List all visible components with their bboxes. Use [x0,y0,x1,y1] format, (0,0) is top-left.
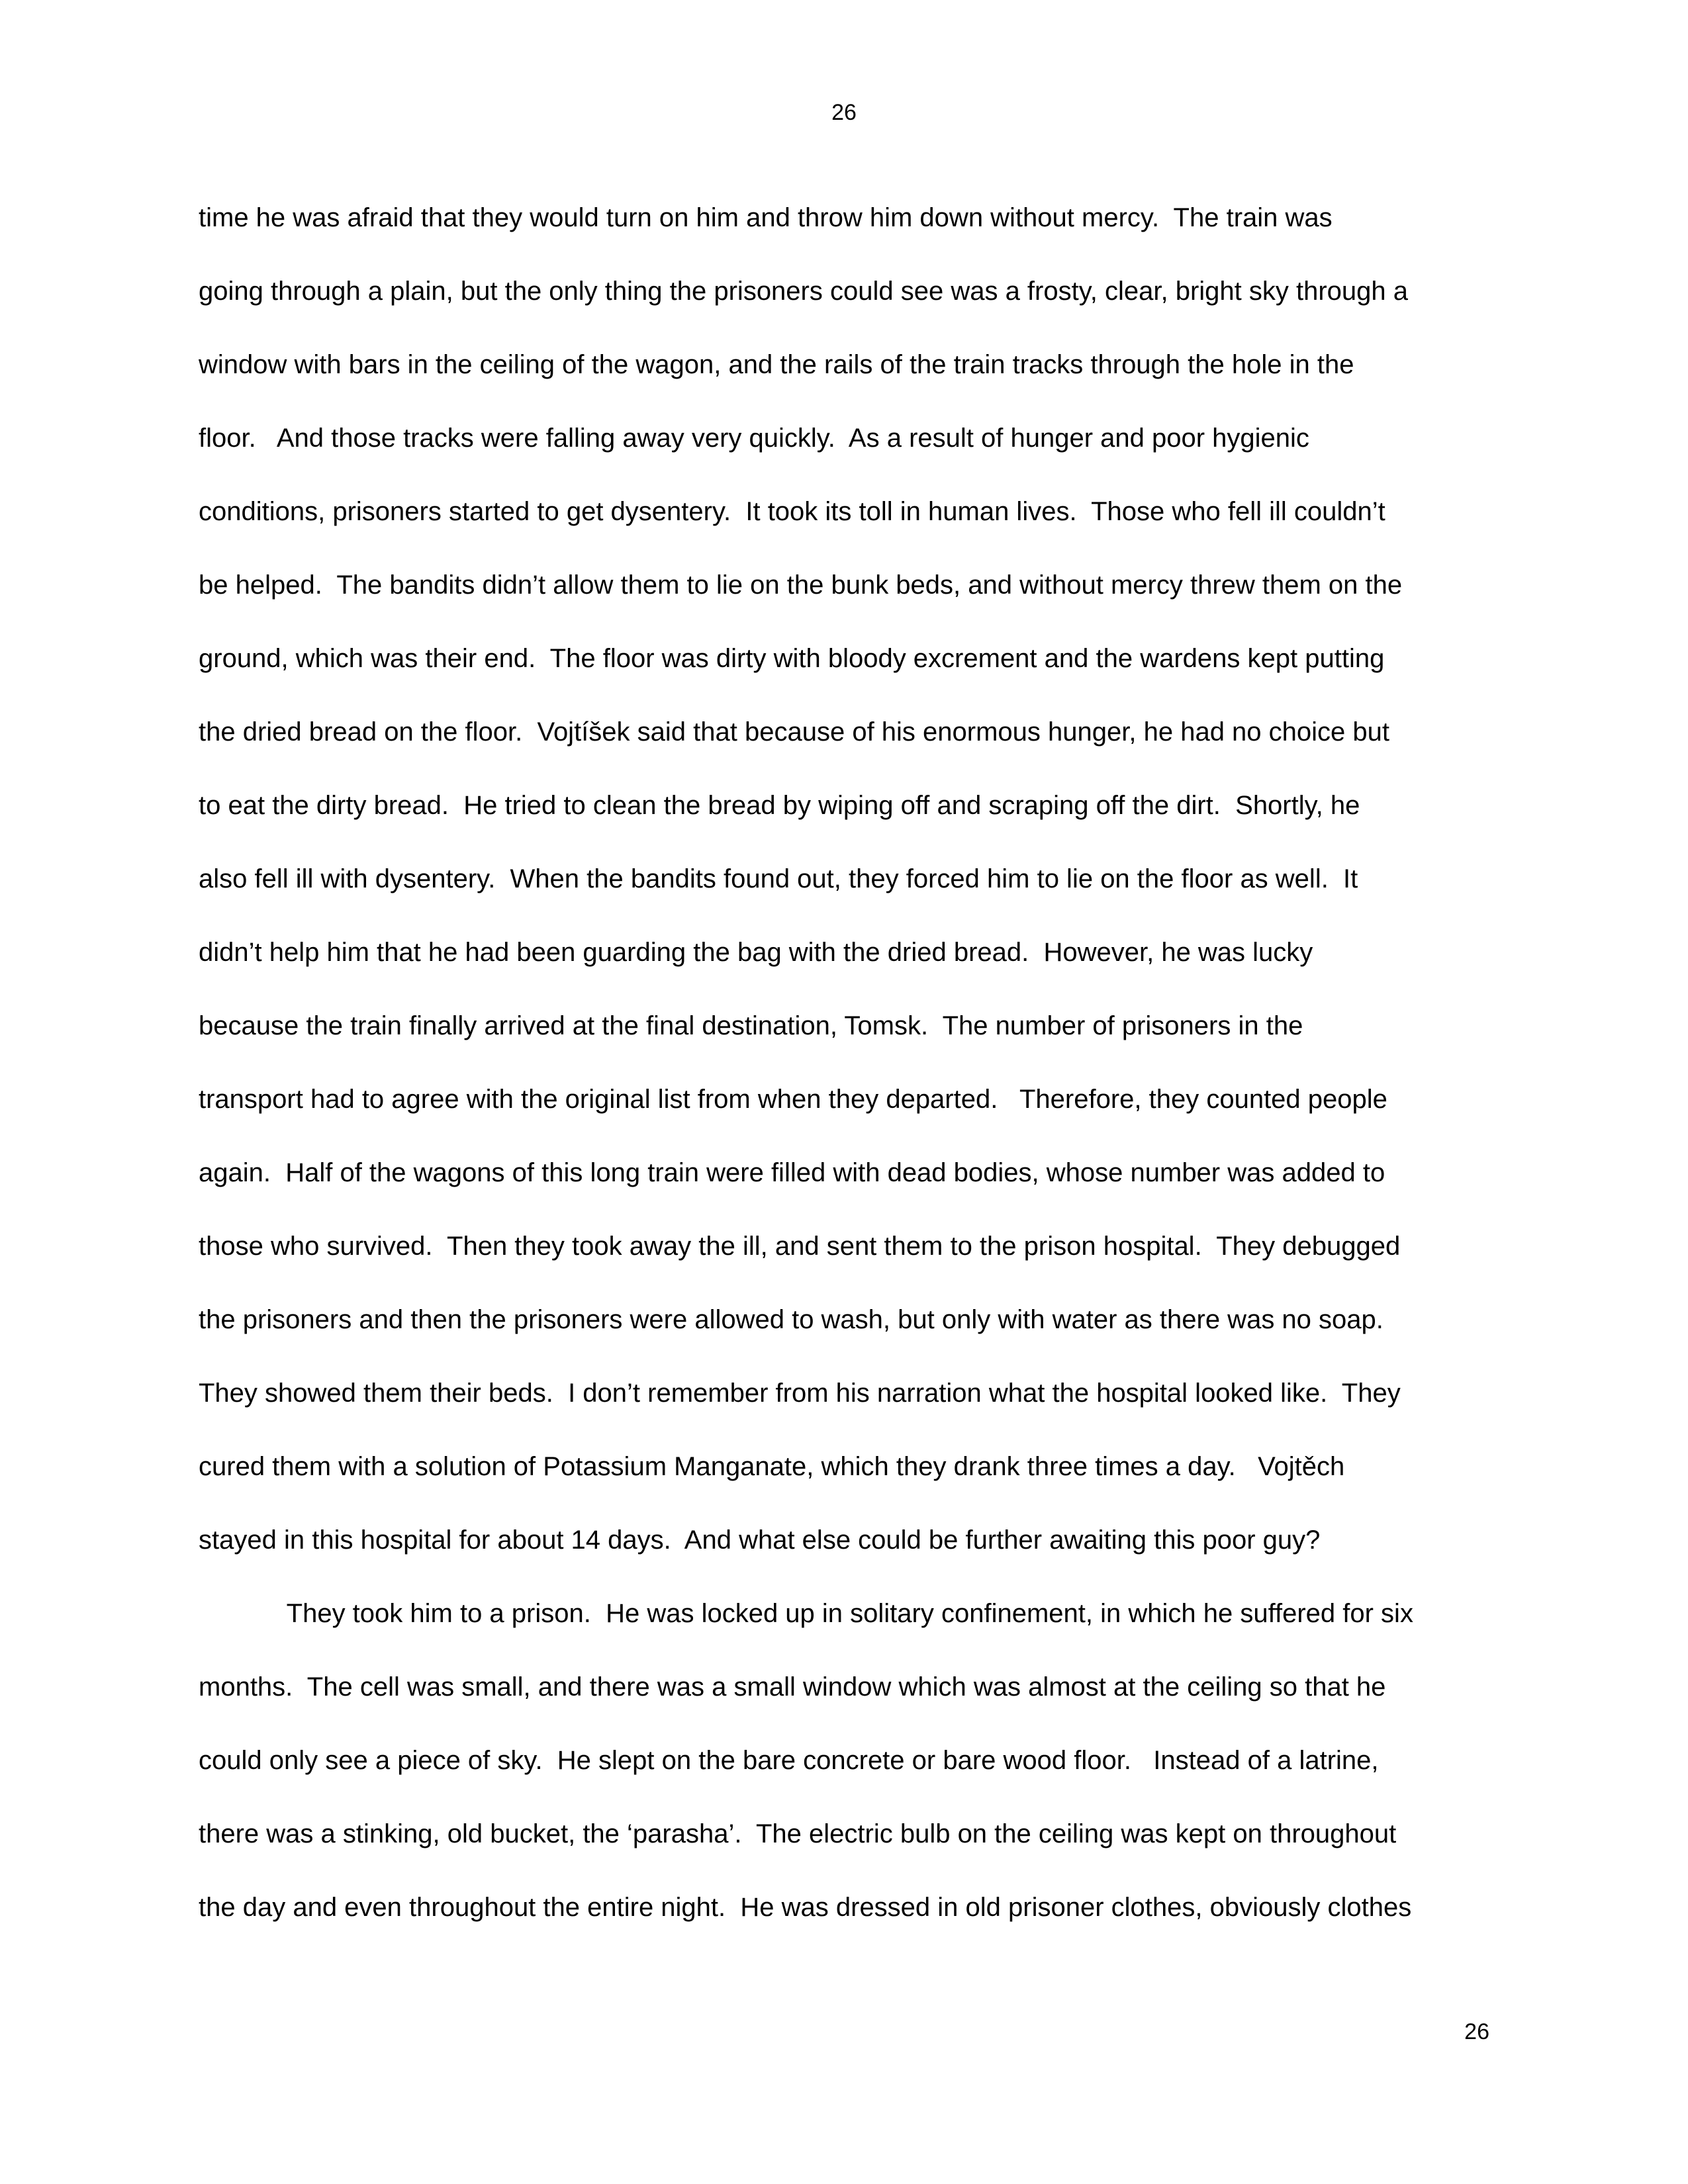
text-line: be helped. The bandits didn’t allow them to lie on the bunk beds, and without mercy threw them on the [199,570,1403,600]
text-line: because the train finally arrived at the final destination, Tomsk. The number of prisoners in the [199,1011,1303,1040]
text-line: floor. And those tracks were falling away very quickly. As a result of hunger and poor hygienic [199,424,1309,453]
text-line: window with bars in the ceiling of the wagon, and the rails of the train tracks through the hole in the [199,350,1354,379]
text-line: also fell ill with dysentery. When the bandits found out, they forced him to lie on the floor as well. It [199,864,1358,893]
text-line: again. Half of the wagons of this long train were filled with dead bodies, whose number was added to [199,1158,1385,1187]
text-line: They showed them their beds. I don’t remember from his narration what the hospital looked like. They [199,1379,1401,1408]
text-line: to eat the dirty bread. He tried to clean the bread by wiping off and scraping off the dirt. Shortly, he [199,791,1360,820]
text-line: stayed in this hospital for about 14 days. And what else could be further awaiting this poor guy? [199,1525,1321,1555]
text-line: transport had to agree with the original list from when they departed. Therefore, they counted people [199,1085,1387,1114]
page-number-header: 26 [831,100,857,125]
text-line: the prisoners and then the prisoners were allowed to wash, but only with water as there was no soap. [199,1305,1383,1334]
text-line: those who survived. Then they took away the ill, and sent them to the prison hospital. They debugged [199,1232,1401,1261]
text-line: going through a plain, but the only thing the prisoners could see was a frosty, clear, bright sky through a [199,277,1409,306]
text-line: time he was afraid that they would turn on him and throw him down without mercy. The train was [199,203,1333,232]
text-line: didn’t help him that he had been guarding the bag with the dried bread. However, he was lucky [199,938,1313,967]
text-line: They took him to a prison. He was locked up in solitary confinement, in which he suffered for six [199,1599,1413,1628]
text-line: the day and even throughout the entire night. He was dressed in old prisoner clothes, obviously clothes [199,1893,1412,1922]
page-number-footer: 26 [1464,2019,1489,2044]
text-line: conditions, prisoners started to get dysentery. It took its toll in human lives. Those who fell ill couldn’t [199,497,1385,526]
text-line: could only see a piece of sky. He slept on the bare concrete or bare wood floor. Instead of a latrine, [199,1746,1379,1775]
text-line: cured them with a solution of Potassium Manganate, which they drank three times a day. Vojtěch [199,1452,1345,1481]
text-line: ground, which was their end. The floor was dirty with bloody excrement and the wardens kept putting [199,644,1385,673]
text-line: the dried bread on the floor. Vojtíšek said that because of his enormous hunger, he had no choice but [199,717,1390,747]
body-text [199,201,1489,1964]
text-line: months. The cell was small, and there was a small window which was almost at the ceiling so that he [199,1672,1386,1702]
text-line: there was a stinking, old bucket, the ‘parasha’. The electric bulb on the ceiling was kept on throughout [199,1819,1397,1848]
